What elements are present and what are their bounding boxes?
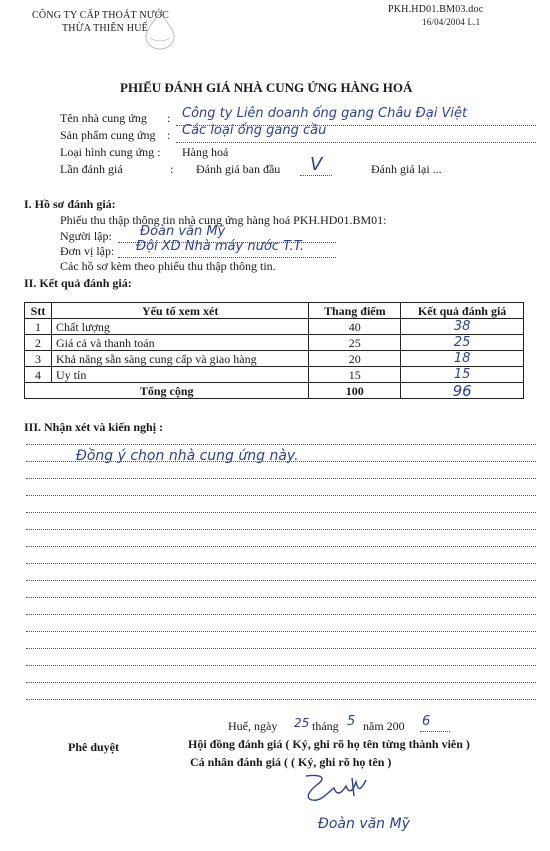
date-year-label: năm 200 bbox=[363, 719, 405, 733]
comment-dotted-line bbox=[26, 648, 536, 649]
row-number: 4 bbox=[25, 367, 52, 383]
row-scale: 20 bbox=[309, 351, 401, 367]
evaluation-table bbox=[24, 302, 524, 399]
date-month: 5 bbox=[347, 714, 356, 729]
colon: : bbox=[167, 128, 171, 142]
date-month-label: tháng bbox=[312, 719, 339, 733]
comment-dotted-line bbox=[26, 478, 536, 479]
comment-dotted-line bbox=[26, 461, 536, 462]
dotted-line bbox=[300, 175, 332, 176]
creator-value: Đoàn văn Mỹ bbox=[140, 224, 226, 239]
supply-type-value: Hàng hoá bbox=[182, 145, 229, 159]
column-header: Yếu tố xem xét bbox=[51, 303, 308, 319]
table-row bbox=[25, 367, 524, 383]
supplier-value: Công ty Liên doanh ống gang Châu Đại Việt bbox=[182, 106, 468, 121]
handwritten-signature bbox=[300, 772, 390, 808]
comment-dotted-line bbox=[26, 665, 536, 666]
initial-evaluation-label: Đánh giá ban đầu bbox=[196, 162, 281, 176]
row-result: 38 bbox=[401, 319, 524, 335]
water-drop-logo bbox=[130, 8, 190, 52]
unit-value: Đội XD Nhà máy nước T.T. bbox=[136, 239, 305, 254]
supply-type-label: Loại hình cung ứng : bbox=[60, 145, 161, 159]
supplier-label: Tên nhà cung ứng bbox=[60, 111, 147, 125]
row-number: 3 bbox=[25, 351, 52, 367]
comment-dotted-line bbox=[26, 546, 536, 547]
individual-signature-label: Cá nhân đánh giá ( ( Ký, ghi rõ họ tên ) bbox=[190, 755, 392, 769]
section-2-heading: II. Kết quả đánh giá: bbox=[24, 276, 132, 290]
table-total-row bbox=[25, 383, 524, 399]
column-header: Kết quả đánh giá bbox=[401, 303, 524, 319]
comment-dotted-line bbox=[26, 512, 536, 513]
date-year: 6 bbox=[422, 714, 431, 729]
comment-dotted-line bbox=[26, 699, 536, 700]
company-name-line2: THỪA THIÊN HUẾ bbox=[62, 23, 148, 34]
comment-dotted-line bbox=[26, 563, 536, 564]
company-name-line1: CÔNG TY CẤP THOÁT NƯỚC bbox=[32, 10, 169, 21]
table-header-row bbox=[25, 303, 524, 319]
row-factor: Giá cả và thanh toán bbox=[51, 335, 308, 351]
document-date: 16/04/2004 L.1 bbox=[422, 17, 481, 27]
comment-value: Đồng ý chọn nhà cung ứng này. bbox=[76, 448, 299, 464]
row-result: 25 bbox=[401, 335, 524, 351]
document-code: PKH.HD01.BM03.doc bbox=[388, 4, 484, 15]
total-scale: 100 bbox=[309, 383, 401, 399]
approval-label: Phê duyệt bbox=[68, 740, 119, 754]
date-day: 25 bbox=[294, 716, 310, 730]
comment-dotted-line bbox=[26, 495, 536, 496]
initial-evaluation-checkmark: V bbox=[310, 154, 323, 175]
row-factor: Chất lượng bbox=[51, 319, 308, 335]
column-header: Stt bbox=[25, 303, 52, 319]
row-number: 1 bbox=[25, 319, 52, 335]
product-label: Sản phẩm cung ứng bbox=[60, 128, 156, 142]
date-place: Huế, ngày bbox=[228, 719, 278, 733]
comment-dotted-line bbox=[26, 597, 536, 598]
signer-name: Đoàn văn Mỹ bbox=[318, 816, 410, 832]
dotted-line bbox=[176, 142, 536, 143]
row-number: 2 bbox=[25, 335, 52, 351]
comment-dotted-line bbox=[26, 444, 536, 445]
row-scale: 25 bbox=[309, 335, 401, 351]
product-value: Các loại ống gang cầu bbox=[182, 123, 327, 138]
total-label: Tổng cộng bbox=[25, 383, 309, 399]
row-result: 18 bbox=[401, 351, 524, 367]
dotted-line bbox=[118, 257, 336, 258]
colon: : bbox=[170, 162, 174, 176]
row-factor: Khả năng sẵn sàng cung cấp và giao hàng bbox=[51, 351, 308, 367]
total-result: 96 bbox=[401, 383, 524, 399]
unit-label: Đơn vị lập: bbox=[60, 244, 115, 258]
comment-dotted-line bbox=[26, 529, 536, 530]
section-3-heading: III. Nhận xét và kiến nghị : bbox=[24, 420, 164, 434]
row-scale: 40 bbox=[309, 319, 401, 335]
dotted-line bbox=[420, 731, 450, 732]
table-row bbox=[25, 351, 524, 367]
re-evaluation-label: Đánh giá lại ... bbox=[371, 162, 442, 176]
row-factor: Uy tín bbox=[51, 367, 308, 383]
table-row bbox=[25, 335, 524, 351]
comment-dotted-line bbox=[26, 580, 536, 581]
comment-dotted-line bbox=[26, 682, 536, 683]
creator-label: Người lập: bbox=[60, 229, 112, 243]
info-form-line: Phiếu thu thập thông tin nhà cung ứng hàng hoá PKH.HD01.BM01: bbox=[60, 213, 387, 227]
section-1-heading: I. Hồ sơ đánh giá: bbox=[24, 197, 116, 211]
comment-dotted-line bbox=[26, 631, 536, 632]
row-scale: 15 bbox=[309, 367, 401, 383]
comment-dotted-line bbox=[26, 614, 536, 615]
colon: : bbox=[167, 111, 171, 125]
council-signature-label: Hội đồng đánh giá ( Ký, ghi rõ họ tên từng thành viên ) bbox=[188, 737, 470, 751]
evaluation-round-label: Lần đánh giá bbox=[60, 162, 123, 176]
row-result: 15 bbox=[401, 367, 524, 383]
table-row bbox=[25, 319, 524, 335]
column-header: Thang điểm bbox=[309, 303, 401, 319]
attached-docs-line: Các hồ sơ kèm theo phiếu thu thập thông tin. bbox=[60, 259, 276, 273]
form-title: PHIẾU ĐÁNH GIÁ NHÀ CUNG ỨNG HÀNG HOÁ bbox=[120, 80, 413, 95]
